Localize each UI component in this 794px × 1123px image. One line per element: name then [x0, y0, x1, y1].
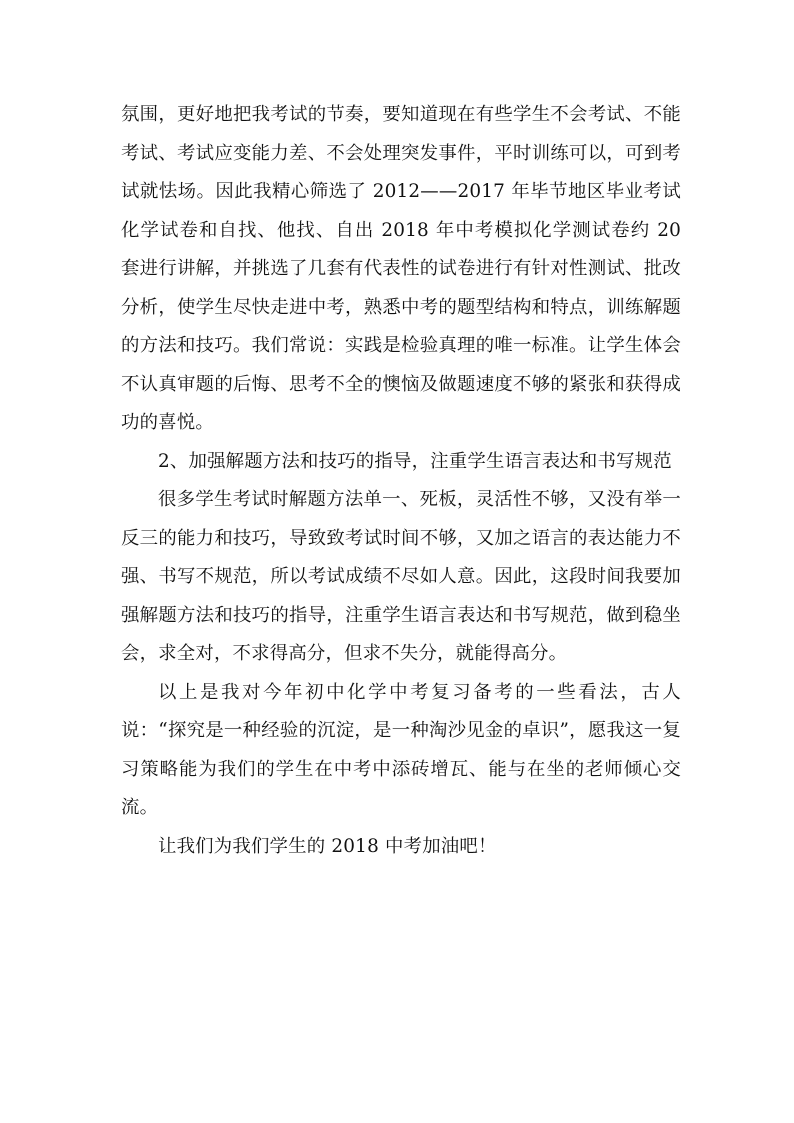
document-body — [121, 96, 681, 866]
paragraph-closing: 让我们为我们学生的 2018 中考加油吧！ — [158, 835, 497, 857]
paragraph-conclusion: 以上是我对今年初中化学中考复习备考的一些看法，古人说：“探究是一种经验的沉淀，是一种淘沙见金的卓识”，愿我这一复习策略能为我们的学生在中考中添砖增瓦、能与在坐的老师倾心交流。 — [121, 681, 681, 818]
section-heading: 2、加强解题方法和技巧的指导，注重学生语言表达和书写规范 — [158, 450, 672, 472]
paragraph-continuation: 氛围，更好地把我考试的节奏，要知道现在有些学生不会考试、不能考试、考试应变能力差、不会处理突发事件，平时训练可以，可到考试就怯场。因此我精心筛选了 2012——2017 年毕节地区毕业考试化学试卷和自找、他找、自出 2018 年中考模拟化学测试卷约 20 套进行讲解，并挑选了几套有代表性的试卷进行有针对性测试、批改分析，使学生尽快走进中考，熟悉中考的题型结构和特点，训练解题的方法和技巧。我们常说：实践是检验真理的唯一标准。让学生体会不认真审题的后悔、思考不全的懊恼及做题速度不够的紧张和获得成功的喜悦。 — [121, 104, 681, 433]
paragraph-methods: 很多学生考试时解题方法单一、死板，灵活性不够，又没有举一反三的能力和技巧，导致致考试时间不够，又加之语言的表达能力不强、书写不规范，所以考试成绩不尽如人意。因此，这段时间我要加强解题方法和技巧的指导，注重学生语言表达和书写规范，做到稳坐会，求全对，不求得高分，但求不失分，就能得高分。 — [121, 489, 681, 664]
